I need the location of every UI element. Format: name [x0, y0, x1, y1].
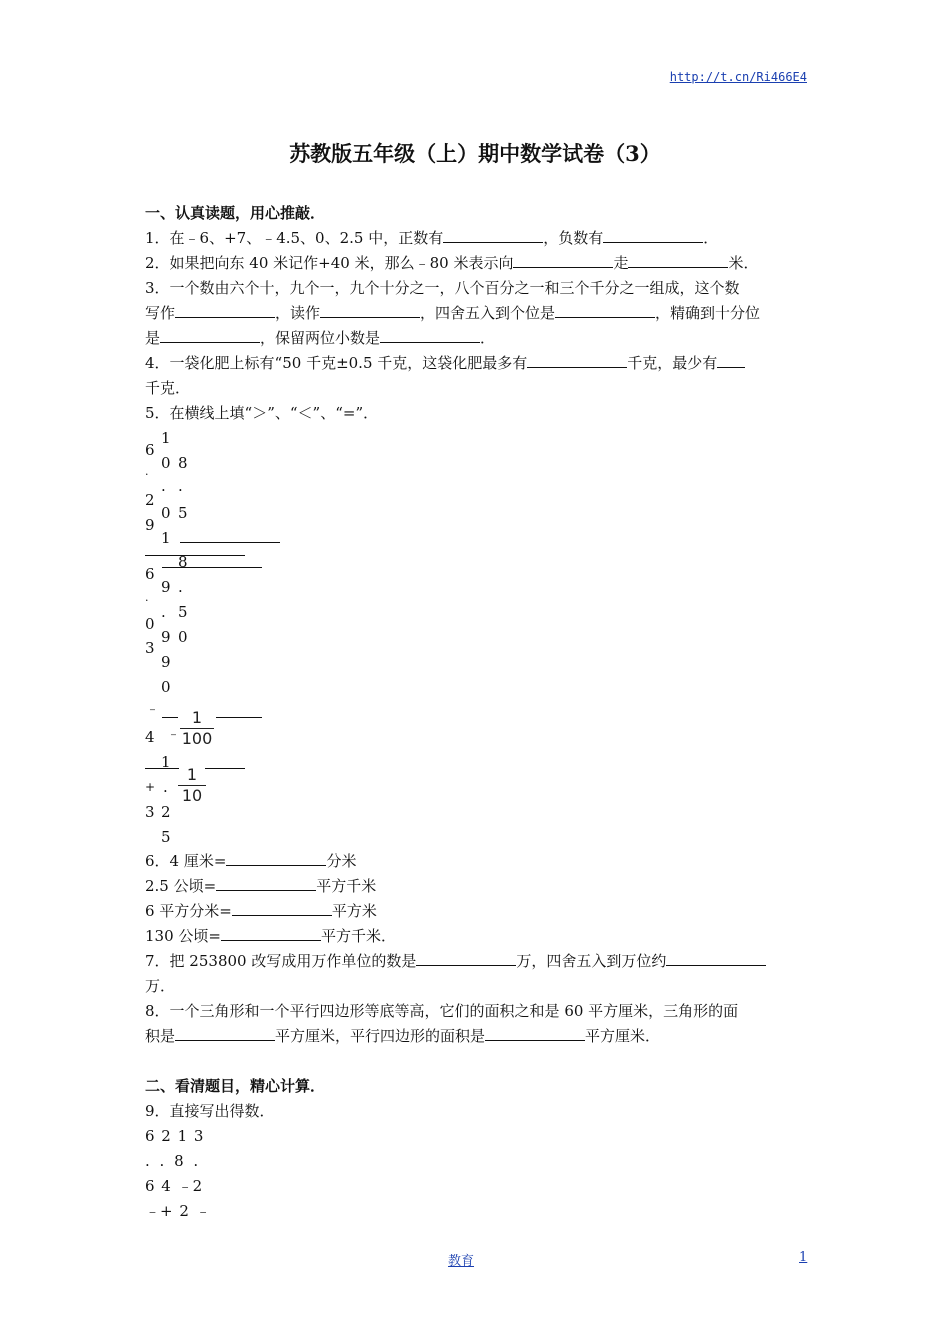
footer-link[interactable]: 教育	[448, 1254, 475, 1269]
q6-text-2a: 2.5 公顷=	[145, 877, 217, 895]
q6-text-3a: 6 平方分米=	[145, 902, 232, 920]
q6-text-1a: 6．4 厘米=	[145, 852, 227, 870]
q8-blank-triangle[interactable]	[175, 1026, 275, 1041]
question-7-line1	[145, 951, 766, 971]
q5-rule-2	[162, 567, 262, 568]
q3-blank-round-ones[interactable]	[555, 303, 655, 318]
q5-b-digit-3: .	[161, 477, 166, 495]
q2-blank-direction[interactable]	[513, 253, 613, 268]
q5-minus-sign-1: ﹣	[146, 702, 160, 717]
q3-text-two-decimals: ，保留两位小数是	[260, 329, 381, 347]
q2-blank-distance[interactable]	[628, 253, 728, 268]
q5-digit-5: 5	[161, 828, 171, 846]
q9-row-4: ﹣+ 2 ﹣	[145, 1202, 211, 1220]
q5-e-digit-5: 0	[161, 678, 171, 696]
q5-digit-3: 3	[145, 803, 155, 821]
q2-text-c: 米．	[728, 254, 759, 272]
q5-c2-digit-1: 8	[178, 553, 188, 571]
question-6-line1	[145, 851, 356, 871]
q9-row-3: 6 4 ﹣2	[145, 1177, 203, 1195]
q1-text-a: 1．在﹣6、+7、﹣4.5、0、2.5 中，正数有	[145, 229, 444, 247]
q7-blank-wan[interactable]	[416, 951, 516, 966]
q9-row-2: . . 8 .	[145, 1152, 199, 1170]
q5-b-digit-1: 1	[161, 429, 171, 447]
q6-text-2b: 平方千米	[316, 877, 377, 895]
q5-rule-4	[145, 768, 179, 769]
q5-frac2-numerator: 1	[186, 765, 198, 784]
q5-c-digit-2: .	[178, 477, 183, 495]
q5-c-digit-3: 5	[178, 504, 188, 522]
q5-answer-line-3[interactable]	[216, 717, 262, 718]
q6-blank-2[interactable]	[216, 876, 316, 891]
q3-text-end: ．	[480, 329, 496, 347]
question-8-line1: 8．一个三角形和一个平行四边形等底等高，它们的面积之和是 60 平方厘米，三角形的面	[145, 1002, 739, 1020]
q5-a-digit-1: 6	[145, 441, 155, 459]
q6-blank-1[interactable]	[226, 851, 326, 866]
section1-heading: 一、认真读题，用心推敲．	[145, 204, 326, 222]
question-1	[145, 228, 718, 248]
q5-digit-1: 1	[161, 753, 171, 771]
q5-answer-line-4[interactable]	[205, 768, 245, 769]
q3-text-is: 是	[145, 329, 161, 347]
q5-rule-3	[162, 717, 178, 718]
q3-text-tenths: ，精确到十分位	[655, 304, 761, 322]
q5-e-digit-2: .	[161, 603, 166, 621]
q8-text-c: 平方厘米．	[585, 1027, 661, 1045]
q5-fraction-1-100	[180, 709, 214, 748]
q5-digit-2: 2	[161, 803, 171, 821]
q1-text-b: ，负数有	[543, 229, 604, 247]
q5-b-digit-4: 0	[161, 504, 171, 522]
q5-a-digit-3: 2	[145, 491, 155, 509]
question-3-line3	[145, 328, 495, 348]
q5-frac1-numerator: 1	[191, 708, 203, 727]
q6-blank-3[interactable]	[232, 901, 332, 916]
q5-c-digit-1: 8	[178, 454, 188, 472]
q5-rule-1	[145, 555, 245, 556]
q4-text-a: 4．一袋化肥上标有“50 千克±0.5 千克，这袋化肥最多有	[145, 354, 528, 372]
q5-e-digit-1: 9	[161, 578, 171, 596]
q8-text-b: 平方厘米，平行四边形的面积是	[275, 1027, 486, 1045]
q6-text-1b: 分米	[326, 852, 357, 870]
q5-d-digit-4: 3	[145, 639, 155, 657]
q5-d-digit-3: 0	[145, 615, 155, 633]
q6-text-4b: 平方千米．	[320, 927, 396, 945]
question-8-line2	[145, 1026, 660, 1046]
q3-text-read: ，读作	[275, 304, 321, 322]
q1-text-c: ．	[703, 229, 719, 247]
q7-text-b: 万，四舍五入到万位约	[516, 952, 667, 970]
question-5: 5．在横线上填“＞”、“＜”、“=”．	[145, 404, 379, 422]
q5-e-digit-4: 9	[161, 653, 171, 671]
q6-text-3b: 平方米	[331, 902, 377, 920]
q5-e-digit-3: 9	[161, 628, 171, 646]
q3-blank-two-decimals[interactable]	[380, 328, 480, 343]
q7-text-a: 7．把 253800 改写成用万作单位的数是	[145, 952, 417, 970]
q5-fraction-1-10	[178, 766, 206, 805]
q5-f-digit-1: .	[178, 578, 183, 596]
q2-text-b: 走	[613, 254, 629, 272]
q5-d-digit-1: 6	[145, 565, 155, 583]
q5-a-digit-2: .	[145, 465, 149, 478]
q5-plus-sign: +	[145, 780, 156, 794]
question-3-line1: 3．一个数由六个十，九个一，九个十分之一，八个百分之一和三个千分之一组成，这个数	[145, 279, 740, 297]
page-title: 苏教版五年级（上）期中数学试卷（3）	[289, 141, 661, 166]
question-9: 9．直接写出得数．	[145, 1102, 275, 1120]
question-4-line2: 千克．	[145, 379, 191, 397]
q4-blank-min[interactable]	[717, 353, 745, 368]
q1-blank-negative[interactable]	[603, 228, 703, 243]
q7-blank-round[interactable]	[666, 951, 766, 966]
q9-row-1: 6 2 1 3	[145, 1127, 204, 1145]
q5-b-digit-5: 1	[161, 529, 171, 547]
question-4-line1	[145, 353, 745, 373]
q6-text-4a: 130 公顷=	[145, 927, 221, 945]
q3-blank-tenths[interactable]	[160, 328, 260, 343]
q5-d-digit-2: .	[145, 591, 149, 604]
q5-frac1-denominator: 100	[181, 729, 213, 748]
question-3-line2	[145, 303, 760, 323]
q3-blank-write[interactable]	[175, 303, 275, 318]
question-6-line2	[145, 876, 376, 896]
q2-text-a: 2．如果把向东 40 米记作+40 米，那么﹣80 米表示向	[145, 254, 514, 272]
q5-dot: .	[163, 778, 168, 796]
q4-text-b: 千克，最少有	[627, 354, 718, 372]
q8-text-a: 积是	[145, 1027, 176, 1045]
q5-f-digit-3: 0	[178, 628, 188, 646]
q5-b-digit-2: 0	[161, 454, 171, 472]
q8-blank-parallelogram[interactable]	[485, 1026, 585, 1041]
q5-answer-line-1[interactable]	[180, 542, 280, 543]
q3-text-write: 写作	[145, 304, 176, 322]
q6-blank-4[interactable]	[221, 926, 321, 941]
question-2	[145, 253, 758, 273]
question-6-line4	[145, 926, 396, 946]
q5-digit-4: 4	[145, 728, 155, 746]
q5-minus-sign-2: ﹣	[167, 727, 181, 742]
question-7-line2: 万．	[145, 977, 176, 995]
page-number[interactable]: 1	[799, 1250, 808, 1265]
question-6-line3	[145, 901, 377, 921]
q5-f-digit-2: 5	[178, 603, 188, 621]
q3-text-round-ones: ，四舍五入到个位是	[420, 304, 556, 322]
header-url-link[interactable]: http://t.cn/Ri466E4	[669, 70, 807, 84]
section2-heading: 二、看清题目，精心计算．	[145, 1077, 326, 1095]
q5-frac2-denominator: 10	[181, 786, 203, 805]
q5-a-digit-4: 9	[145, 516, 155, 534]
q1-blank-positive[interactable]	[443, 228, 543, 243]
q3-blank-read[interactable]	[320, 303, 420, 318]
q4-blank-max[interactable]	[527, 353, 627, 368]
